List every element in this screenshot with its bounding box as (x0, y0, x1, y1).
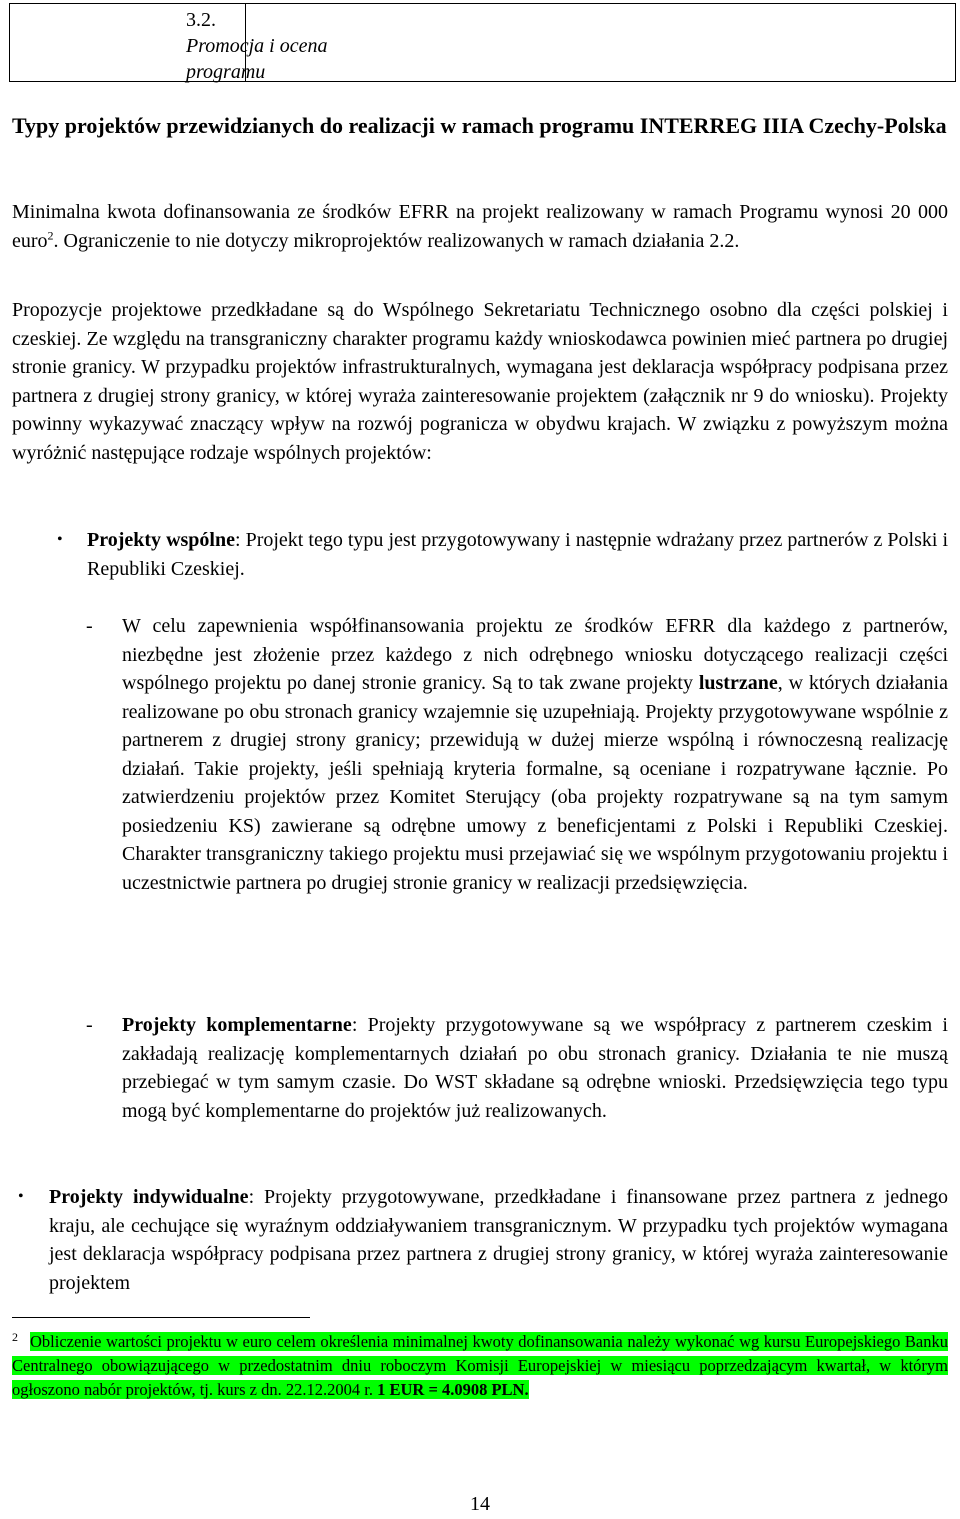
dash-marker: - (86, 615, 93, 637)
paragraph-text: Minimalna kwota dofinansowania ze środków EFRR na projekt realizowany w ramach Programu wynosi 20 000 euro (12, 201, 948, 252)
bullet-title: Projekty indywidualne (49, 1186, 249, 1208)
bullet-individual-projects (49, 1183, 948, 1297)
paragraph-proposals: Propozycje projektowe przedkładane są do Wspólnego Sekretariatu Technicznego osobno dla części polskiej i czeskiej. Ze względu na transgraniczny charakter programu każdy wnioskodawca powinien mieć partnera po drugiej stronie granicy. W przypadku projektów infrastrukturalnych, wymagana jest deklaracja współpracy podpisana przez partnera z drugiej strony granicy, w której wyraża zainteresowanie projektem (załącznik nr 9 do wniosku). Projekty powinny wykazywać znaczący wpływ na rozwój pogranicza w obydwu krajach. W związku z powyższym można wyróżnić następujące rodzaje wspólnych projektów: (12, 299, 948, 464)
section-title-line1: Promocja i ocena (186, 35, 328, 57)
footnote-reference[interactable]: 2 (47, 227, 54, 242)
header-empty-cell (246, 4, 955, 81)
dash-bold-term: Projekty komplementarne (122, 1014, 352, 1036)
dash-text: , w których działania realizowane po obu stronach granicy wzajemnie się uzupełniają. Projekty przygotowywane wspólnie z partnerem z drugiej strony granicy; przewidują w dużej mierze wspólną i równoczesną realizację działań. Takie projekty, jeśli spełniają kryteria formalne, są oceniane i rozpatrywane łącznie. Po zatwierdzeniu projektów przez Komitet Sterujący (oba projekty rozpatrywane są na tym samym posiedzeniu KS) zawierane są odrębne umowy z beneficjentami z Polski i Republiki Czeskiej. Charakter transgraniczny takiego projektu musi przejawiać się we wspólnym przygotowaniu projektu i uczestnictwie partnera po drugiej stronie granicy w realizacji przedsięwzięcia. (122, 672, 948, 894)
section-title-line2: programu (186, 61, 266, 83)
header-section-cell (10, 4, 328, 83)
bullet-text: : Projekty przygotowywane, przedkładane i finansowane przez partnera z jednego kraju, ale cechujące się wyraźnym oddziaływaniem transgranicznym. W przypadku tych projektów wymagana jest deklaracja współpracy podpisana przez partnera z drugiej strony granicy, w której wyraża zainteresowanie projektem (49, 1186, 948, 1294)
dash-text: : Projekty przygotowywane są we współpracy z partnerem czeskim i zakładają realizację komplementarnych działań po obu stronach granicy. Działania te nie muszą przebiegać w tym samym czasie. Do WST składane są odrębne wnioski. Przedsięwzięcia tego typu mogą być komplementarne do projektów już realizowanych. (122, 1014, 948, 1122)
page-number: 14 (470, 1493, 490, 1515)
footnote-text-highlighted: Obliczenie wartości projektu w euro celem określenia minimalnej kwoty dofinansowania należy wykonać wg kursu Europejskiego Banku Centralnego obowiązującego w przedostatnim dniu roboczym Komisji Europejskiej w miesiącu poprzedzającym kwartał, w którym ogłoszono nabór projektów, tj. kurs z dn. 22.12.2004 r. (12, 1332, 948, 1399)
dash-item-complementary-projects (122, 1011, 948, 1125)
bullet-text: : Projekt tego typu jest przygotowywany i następnie wdrażany przez partnerów z Polski i Republiki Czeskiej. (87, 529, 948, 580)
dash-item-mirror-projects (122, 612, 948, 897)
bullet-marker: • (18, 1188, 24, 1205)
dash-marker: - (86, 1014, 93, 1036)
footnote-separator (12, 1317, 310, 1318)
dash-text: W celu zapewnienia współfinansowania projektu ze środków EFRR dla każdego z partnerów, niezbędne jest złożenie przez każdego z nich odrębnego wniosku dotyczącego realizacji części wspólnego projektu po danej stronie granicy. Są to tak zwane projekty (122, 615, 948, 694)
section-number: 3.2. (186, 9, 216, 31)
bullet-title: Projekty wspólne (87, 529, 235, 551)
footnote-exchange-rate: 1 EUR = 4.0908 PLN. (377, 1380, 529, 1399)
dash-bold-term: lustrzane (698, 672, 778, 694)
footnote (12, 1330, 948, 1402)
footnote-mark: 2 (12, 1329, 18, 1344)
section-heading: Typy projektów przewidzianych do realizacji w ramach programu INTERREG IIIA Czechy-Polska (12, 113, 947, 138)
bullet-marker: • (57, 531, 63, 548)
bullet-joint-projects (87, 526, 948, 583)
header-table (9, 3, 956, 82)
paragraph-minimum-amount (12, 198, 948, 255)
paragraph-text: . Ograniczenie to nie dotyczy mikroprojektów realizowanych w ramach działania 2.2. (53, 229, 740, 252)
